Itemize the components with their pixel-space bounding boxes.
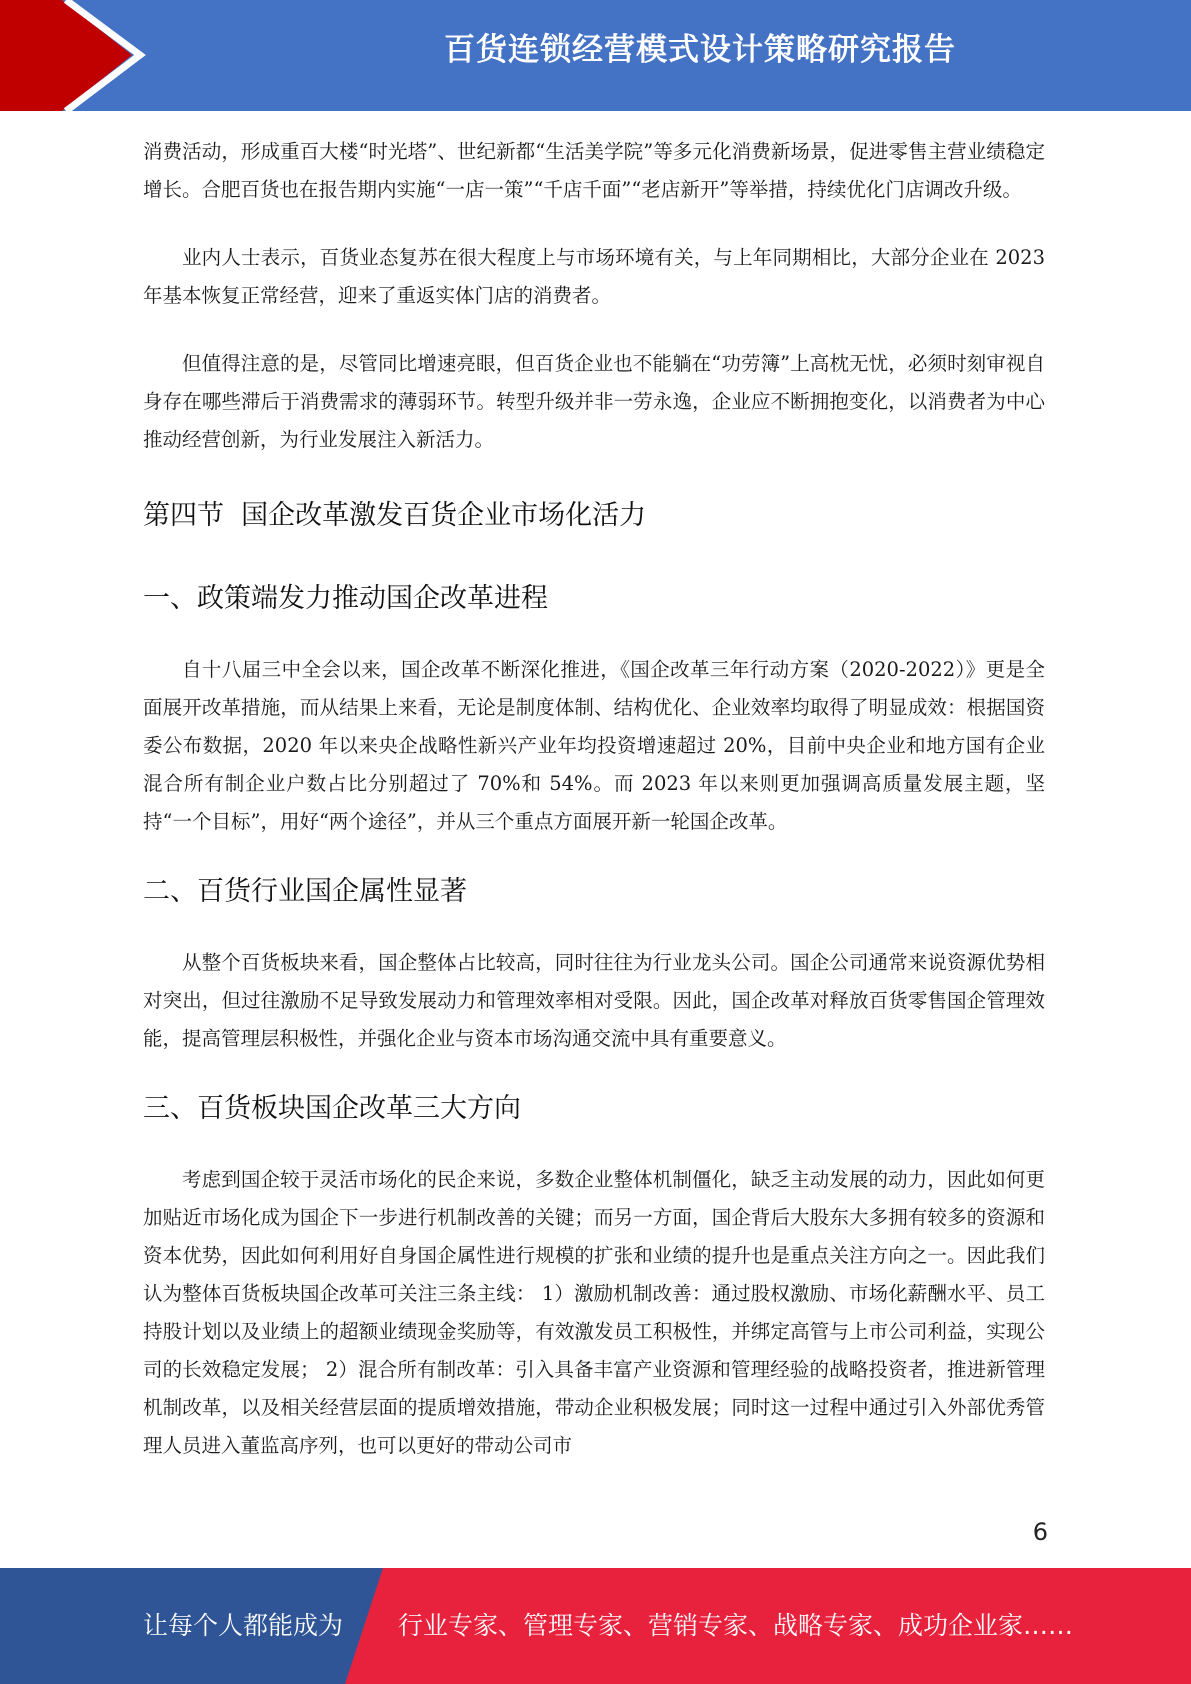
report-title: 百货连锁经营模式设计策略研究报告 bbox=[444, 32, 956, 68]
paragraph-soe-attribute: 从整个百货板块来看，国企整体占比较高，同时往往为行业龙头公司。国企公司通常来说资源优势相对突出，但过往激励不足导致发展动力和管理效率相对受限。因此，国企改革对释放百货零售国企管理效能，提高管理层积极性，并强化企业与资本市场沟通交流中具有重要意义。 bbox=[143, 951, 1045, 1050]
paragraph-industry-view: 业内人士表示，百货业态复苏在很大程度上与市场环境有关，与上年同期相比，大部分企业在 2023 年基本恢复正常经营，迎来了重返实体门店的消费者。 bbox=[143, 246, 1045, 307]
document-body bbox=[143, 133, 1045, 1465]
paragraph-policy: 自十八届三中全会以来，国企改革不断深化推进，《国企改革三年行动方案（2020-2022）》更是全面展开改革措施，而从结果上来看，无论是制度体制、结构优化、企业效率均取得了明显成效：根据国资委公布数据，2020 年以来央企战略性新兴产业年均投资增速超过 20%，目前中央企业和地方国有企业混合所有制企业户数占比分别超过了 70%和 54%。而 2023 年以来则更加强调高质量发展主题，坚持“一个目标”，用好“两个途径”，并从三个重点方面展开新一轮国企改革。 bbox=[143, 658, 1045, 833]
footer-slogan-left: 让每个人都能成为 bbox=[143, 1611, 344, 1640]
page-footer bbox=[0, 1568, 1191, 1684]
subheading-policy: 一、政策端发力推动国企改革进程 bbox=[143, 583, 548, 614]
paragraph-reform-directions: 考虑到国企较于灵活市场化的民企来说，多数企业整体机制僵化，缺乏主动发展的动力，因此如何更加贴近市场化成为国企下一步进行机制改善的关键；而另一方面，国企背后大股东大多拥有较多的资源和资本优势，因此如何利用好自身国企属性进行规模的扩张和业绩的提升也是重点关注方向之一。因此我们认为整体百货板块国企改革可关注三条主线： 1）激励机制改善：通过股权激励、市场化薪酬水平、员工持股计划以及业绩上的超额业绩现金奖励等，有效激发员工积极性，并绑定高管与上市公司利益，实现公司的长效稳定发展； 2）混合所有制改革：引入具备丰富产业资源和管理经验的战略投资者，推进新管理机制改革，以及相关经营层面的提质增效措施，带动企业积极发展；同时这一过程中通过引入外部优秀管理人员进入董监高序列，也可以更好的带动公司市 bbox=[143, 1168, 1045, 1457]
paragraph-continuation: 消费活动，形成重百大楼“时光塔”、世纪新都“生活美学院”等多元化消费新场景，促进零售主营业绩稳定增长。合肥百货也在报告期内实施“一店一策”“千店千面”“老店新开”等举措，持续优化门店调改升级。 bbox=[143, 140, 1045, 201]
paragraph-attention: 但值得注意的是，尽管同比增速亮眼，但百货企业也不能躺在“功劳簿”上高枕无忧，必须时刻审视自身存在哪些滞后于消费需求的薄弱环节。转型升级并非一劳永逸，企业应不断拥抱变化，以消费者为中心推动经营创新，为行业发展注入新活力。 bbox=[143, 352, 1045, 451]
subheading-reform-directions: 三、百货板块国企改革三大方向 bbox=[143, 1093, 521, 1124]
subheading-soe-attribute: 二、百货行业国企属性显著 bbox=[143, 876, 467, 907]
footer-slogan-right: 行业专家、管理专家、营销专家、战略专家、成功企业家…… bbox=[398, 1611, 1074, 1640]
page-header bbox=[0, 0, 1191, 111]
header-arrow-decoration bbox=[0, 0, 150, 111]
section-heading: 第四节 国企改革激发百货企业市场化活力 bbox=[143, 500, 647, 531]
page-number: 6 bbox=[1032, 1518, 1048, 1546]
